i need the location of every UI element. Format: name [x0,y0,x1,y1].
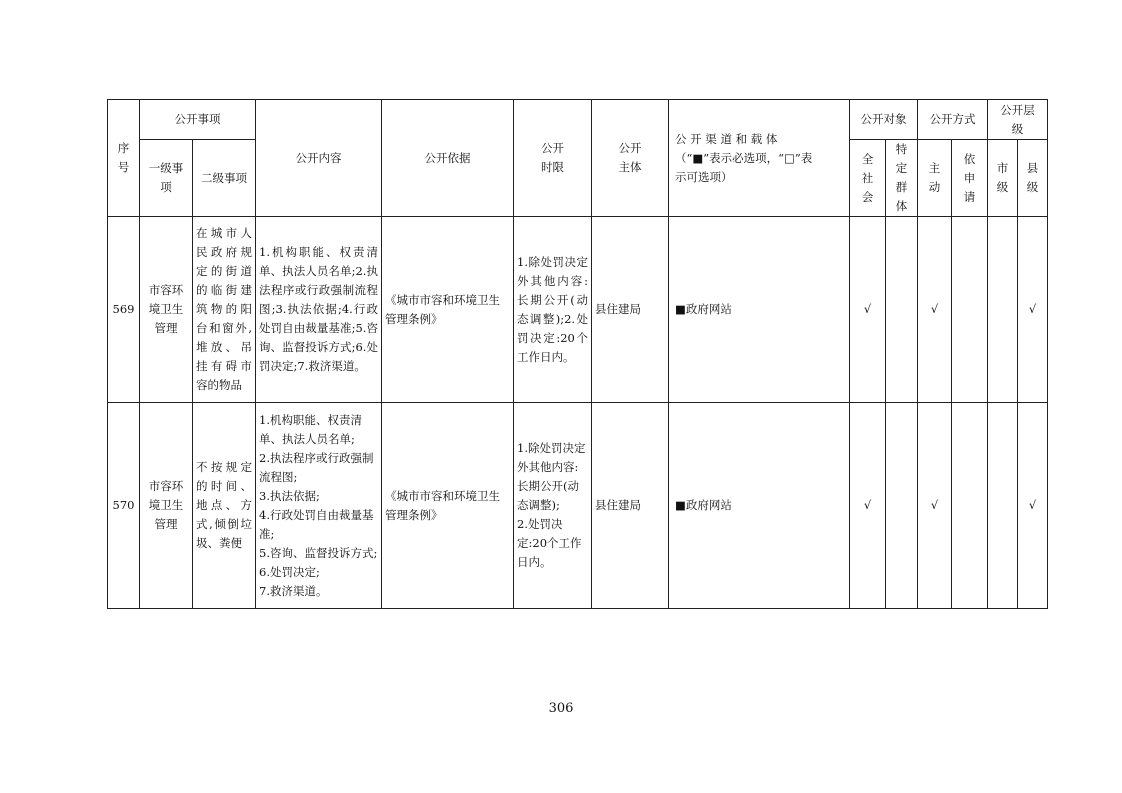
row-channel: ■政府网站 [669,403,850,609]
header-method-request: 依 申 请 [952,140,988,217]
row-content: 1.机构职能、权责清单、执法人员名单;2.执法程序或行政强制流程图;3.执法依据;4.行政处罚自由裁量基准;5.咨询、监督投诉方式;6.处罚决定;7.救济渠道。 [256,217,382,403]
header-level-city: 市 级 [988,140,1018,217]
header-level2: 二级事项 [193,140,256,217]
row-level-city [988,217,1018,403]
header-subject: 公开 主体 [592,100,669,217]
row-level-city [988,403,1018,609]
header-level: 公开层 级 [988,100,1048,140]
row-audience-specific [886,217,918,403]
header-seq: 序 号 [108,100,140,217]
row-method-request [952,403,988,609]
table-row [108,403,1048,609]
header-basis: 公开依据 [382,100,514,217]
row-level1: 市容环 境卫生 管理 [140,403,193,609]
row-level-county: √ [1018,403,1048,609]
header-audience-all: 全 社 会 [850,140,886,217]
row-method-active: √ [918,403,952,609]
header-level1: 一级事 项 [140,140,193,217]
row-audience-all: √ [850,403,886,609]
row-basis: 《城市市容和环境卫生管理条例》 [382,403,514,609]
row-seq: 569 [108,217,140,403]
row-seq: 570 [108,403,140,609]
row-level2: 不按规定的时间、地点、方式,倾倒垃圾、粪便 [193,403,256,609]
row-method-active: √ [918,217,952,403]
row-time-limit: 1.除处罚决定外其他内容:长期公开(动态调整);2.处罚决定:20个工作日内。 [514,217,592,403]
row-level1: 市容环 境卫生 管理 [140,217,193,403]
header-method: 公开方式 [918,100,988,140]
row-method-request [952,217,988,403]
row-channel: ■政府网站 [669,217,850,403]
table-row [108,217,1048,403]
row-level-county: √ [1018,217,1048,403]
header-channel: 公 开 渠 道 和 载 体 （“■”表示必选项，“□”表 示可选项） [669,100,850,217]
row-audience-specific [886,403,918,609]
row-subject: 县住建局 [592,217,669,403]
header-level-county: 县 级 [1018,140,1048,217]
header-row-1 [108,100,1048,140]
row-content: 1.机构职能、权责清单、执法人员名单; 2.执法程序或行政强制流程图; 3.执法依据; 4.行政处罚自由裁量基准; 5.咨询、监督投诉方式; 6.处罚决定; 7.救济渠道。 [256,403,382,609]
page-number: 306 [548,701,574,716]
row-level2: 在城市人民政府规定的街道的临街建筑物的阳台和窗外,堆放、吊挂有碍市容的物品 [193,217,256,403]
header-content: 公开内容 [256,100,382,217]
header-matters: 公开事项 [140,100,256,140]
header-audience: 公开对象 [850,100,918,140]
row-audience-all: √ [850,217,886,403]
row-basis: 《城市市容和环境卫生管理条例》 [382,217,514,403]
disclosure-table [107,99,1048,609]
header-audience-specific: 特 定 群 体 [886,140,918,217]
header-time-limit: 公开 时限 [514,100,592,217]
row-subject: 县住建局 [592,403,669,609]
row-time-limit: 1.除处罚决定外其他内容:长期公开(动态调整); 2.处罚决定:20个工作日内。 [514,403,592,609]
header-method-active: 主 动 [918,140,952,217]
